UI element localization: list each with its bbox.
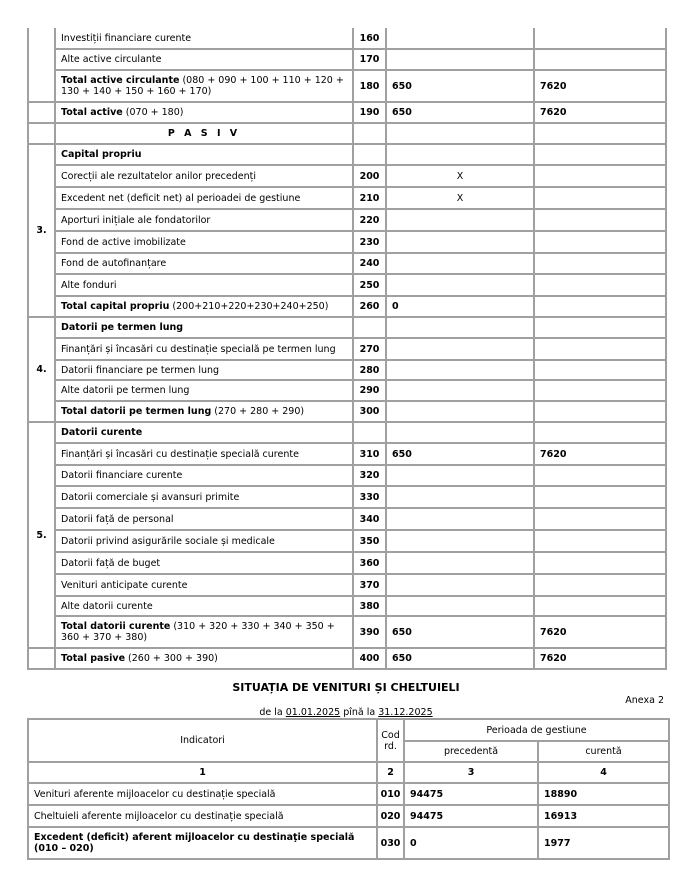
header-current: curentă [538,741,669,762]
table-row-total [28,401,666,422]
row-code: 220 [353,209,386,231]
value-previous: X [386,187,534,209]
table-row [28,596,666,616]
row-label [55,616,353,648]
value-previous [386,596,534,616]
table-row [28,231,666,253]
empty-cell [353,123,386,144]
label-formula: (200+210+220+230+240+250) [169,301,329,312]
row-label: Corecții ale rezultatelor anilor precedenți [55,165,353,187]
row-label: Datorii față de buget [55,552,353,574]
section-heading-row [28,422,666,443]
value-current [534,574,666,596]
value-current: 7620 [534,70,666,102]
label-bold: Total datorii curente [61,621,171,632]
value-previous: 650 [386,70,534,102]
header-code: Cod rd. [377,719,404,762]
row-code: 310 [353,443,386,465]
row-code: 350 [353,530,386,552]
section-heading: Datorii pe termen lung [55,317,353,338]
value-previous: 650 [386,616,534,648]
value-current [534,274,666,296]
section-number: 3. [28,144,55,317]
table-row [28,274,666,296]
empty-cell [534,123,666,144]
value-previous: 0 [404,827,538,859]
pasiv-heading: P A S I V [55,123,353,144]
row-code: 320 [353,465,386,486]
value-previous: 94475 [404,805,538,827]
row-code: 230 [353,231,386,253]
section-number: 5. [28,422,55,648]
value-current [534,338,666,360]
value-previous [386,380,534,401]
table-row-total [28,296,666,317]
value-current [534,253,666,274]
income-statement-table [27,718,670,860]
empty-cell [386,317,534,338]
row-label: Investiții financiare curente [55,28,353,49]
section-heading: Datorii curente [55,422,353,443]
label-bold: Total capital propriu [61,301,170,312]
value-current: 7620 [534,102,666,123]
value-previous [386,360,534,380]
value-current [534,552,666,574]
table-row [28,253,666,274]
value-previous: X [386,165,534,187]
row-label: Venituri anticipate curente [55,574,353,596]
table-row-total [28,102,666,123]
empty-cell [534,144,666,165]
table-row-total [28,616,666,648]
table-row [28,28,666,49]
header-indicators: Indicatori [28,719,377,762]
row-code: 290 [353,380,386,401]
table-row [28,783,669,805]
empty-cell [353,317,386,338]
value-current [534,49,666,70]
row-label [55,296,353,317]
date-from: 01.01.2025 [285,707,341,718]
empty-cell [353,422,386,443]
row-code: 010 [377,783,404,805]
row-label [55,401,353,422]
value-current [534,187,666,209]
label-formula: (260 + 300 + 390) [125,653,218,664]
column-number: 2 [377,762,404,783]
table-row [28,187,666,209]
table-row [28,486,666,508]
row-label: Alte active circulante [55,49,353,70]
table-row [28,380,666,401]
row-label [55,102,353,123]
row-code: 390 [353,616,386,648]
value-previous [386,253,534,274]
row-code: 340 [353,508,386,530]
value-current: 7620 [534,443,666,465]
section-heading-row [28,144,666,165]
value-previous [386,338,534,360]
row-code: 240 [353,253,386,274]
row-label: Cheltuieli aferente mijloacelor cu destinație specială [28,805,377,827]
row-code: 210 [353,187,386,209]
row-code: 200 [353,165,386,187]
column-number: 3 [404,762,538,783]
section-heading: Capital propriu [55,144,353,165]
table-row [28,508,666,530]
row-label: Fond de autofinanțare [55,253,353,274]
table-row [28,360,666,380]
value-previous [386,49,534,70]
label-bold: Total active [61,107,123,118]
row-label: Datorii comerciale și avansuri primite [55,486,353,508]
section-number-cell [28,28,55,102]
balance-sheet-table [27,28,667,670]
value-current [534,360,666,380]
section-number-cell [28,123,55,144]
table-row-total [28,70,666,102]
section-number-cell [28,102,55,123]
empty-cell [534,317,666,338]
value-previous: 650 [386,648,534,669]
row-label: Excedent net (deficit net) al perioadei de gestiune [55,187,353,209]
table-row [28,49,666,70]
row-label: Excedent (deficit) aferent mijloacelor cu destinaţie specială (010 – 020) [28,827,377,859]
row-code: 160 [353,28,386,49]
row-code: 180 [353,70,386,102]
value-previous [386,530,534,552]
period-prefix: de la [259,707,286,718]
table-row [28,338,666,360]
row-code: 300 [353,401,386,422]
row-label: Alte fonduri [55,274,353,296]
value-current [534,231,666,253]
value-current [534,209,666,231]
row-label [55,648,353,669]
column-number-row [28,762,669,783]
row-label: Finanțări și încasări cu destinație specială pe termen lung [55,338,353,360]
header-row [28,719,669,741]
label-bold: Total pasive [61,653,126,664]
value-previous [386,209,534,231]
value-current [534,596,666,616]
value-current: 18890 [538,783,669,805]
value-previous [386,486,534,508]
value-previous: 94475 [404,783,538,805]
value-previous [386,574,534,596]
empty-cell [353,144,386,165]
value-current [534,380,666,401]
row-code: 280 [353,360,386,380]
value-current: 7620 [534,648,666,669]
pasiv-heading-row [28,123,666,144]
table-row [28,530,666,552]
label-formula: (070 + 180) [122,107,184,118]
row-label [55,70,353,102]
value-current: 7620 [534,616,666,648]
value-current: 1977 [538,827,669,859]
value-current [534,296,666,317]
empty-cell [386,144,534,165]
label-bold: Total active circulante [61,75,180,86]
column-number: 4 [538,762,669,783]
value-previous [386,552,534,574]
reporting-period [0,707,692,718]
header-period: Perioada de gestiune [404,719,669,741]
value-previous [386,508,534,530]
row-code: 270 [353,338,386,360]
row-code: 170 [353,49,386,70]
section-number-cell [28,648,55,669]
label-bold: Total datorii pe termen lung [61,406,212,417]
row-code: 360 [353,552,386,574]
label-formula: (080 + 090 + 100 + 110 + 120 + 130 + 140 + 150 + 160 + 170) [61,75,344,97]
value-current [534,165,666,187]
table-row [28,465,666,486]
section-number: 4. [28,317,55,422]
value-current [534,28,666,49]
value-previous: 0 [386,296,534,317]
value-previous [386,401,534,422]
table-row [28,805,669,827]
column-number: 1 [28,762,377,783]
value-previous: 650 [386,102,534,123]
value-current [534,508,666,530]
empty-cell [386,422,534,443]
value-previous [386,465,534,486]
value-current: 16913 [538,805,669,827]
row-label: Alte datorii pe termen lung [55,380,353,401]
row-code: 190 [353,102,386,123]
row-label: Venituri aferente mijloacelor cu destinație specială [28,783,377,805]
row-code: 370 [353,574,386,596]
row-label: Fond de active imobilizate [55,231,353,253]
row-code: 260 [353,296,386,317]
row-label: Datorii financiare curente [55,465,353,486]
table-row [28,165,666,187]
empty-cell [386,123,534,144]
value-previous [386,274,534,296]
table-row [28,443,666,465]
value-current [534,401,666,422]
table-row-total [28,827,669,859]
label-formula: (310 + 320 + 330 + 340 + 350 + 360 + 370 + 380) [61,621,335,643]
row-label: Datorii față de personal [55,508,353,530]
value-current [534,486,666,508]
row-code: 380 [353,596,386,616]
value-current [534,530,666,552]
table-row [28,574,666,596]
row-label: Datorii financiare pe termen lung [55,360,353,380]
label-formula: (270 + 280 + 290) [211,406,305,417]
row-code: 330 [353,486,386,508]
table-row [28,552,666,574]
row-code: 250 [353,274,386,296]
row-code: 030 [377,827,404,859]
table-row [28,209,666,231]
period-mid: pînă la [340,707,379,718]
value-previous: 650 [386,443,534,465]
row-label: Datorii privind asigurările sociale și medicale [55,530,353,552]
section-heading-row [28,317,666,338]
value-previous [386,28,534,49]
income-statement-title: SITUAȚIA DE VENITURI ȘI CHELTUIELI [232,681,460,694]
empty-cell [534,422,666,443]
row-label: Alte datorii curente [55,596,353,616]
value-current [534,465,666,486]
row-label: Finanțări și încasări cu destinație specială curente [55,443,353,465]
date-to: 31.12.2025 [378,707,433,718]
row-code: 020 [377,805,404,827]
annex-label: Anexa 2 [625,695,664,706]
table-row-total [28,648,666,669]
value-previous [386,231,534,253]
row-label: Aporturi inițiale ale fondatorilor [55,209,353,231]
header-previous: precedentă [404,741,538,762]
row-code: 400 [353,648,386,669]
